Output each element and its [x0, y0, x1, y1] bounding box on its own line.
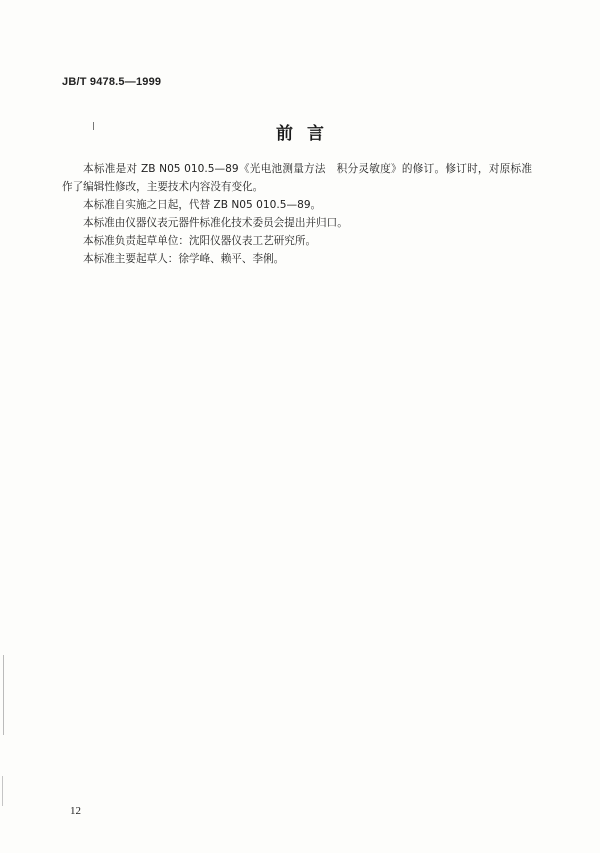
foreword-body — [62, 160, 532, 268]
scan-artifact-edge — [2, 776, 3, 806]
page-title: 前言 — [276, 124, 338, 144]
paragraph: 本标准是对 ZB N05 010.5—89《光电池测量方法 积分灵敏度》的修订。修订时，对原标准作了编辑性修改，主要技术内容没有变化。 — [62, 163, 532, 193]
scan-artifact-edge — [3, 655, 4, 735]
paragraph: 本标准主要起草人：徐学峰、赖平、李俐。 — [83, 253, 285, 265]
page-number: 12 — [70, 805, 81, 817]
standard-code: JB/T 9478.5—1999 — [62, 76, 162, 88]
paragraph: 本标准自实施之日起，代替 ZB N05 010.5—89。 — [83, 199, 322, 211]
paragraph: 本标准由仪器仪表元器件标准化技术委员会提出并归口。 — [83, 217, 348, 229]
paragraph: 本标准负责起草单位：沈阳仪器仪表工艺研究所。 — [83, 235, 317, 247]
